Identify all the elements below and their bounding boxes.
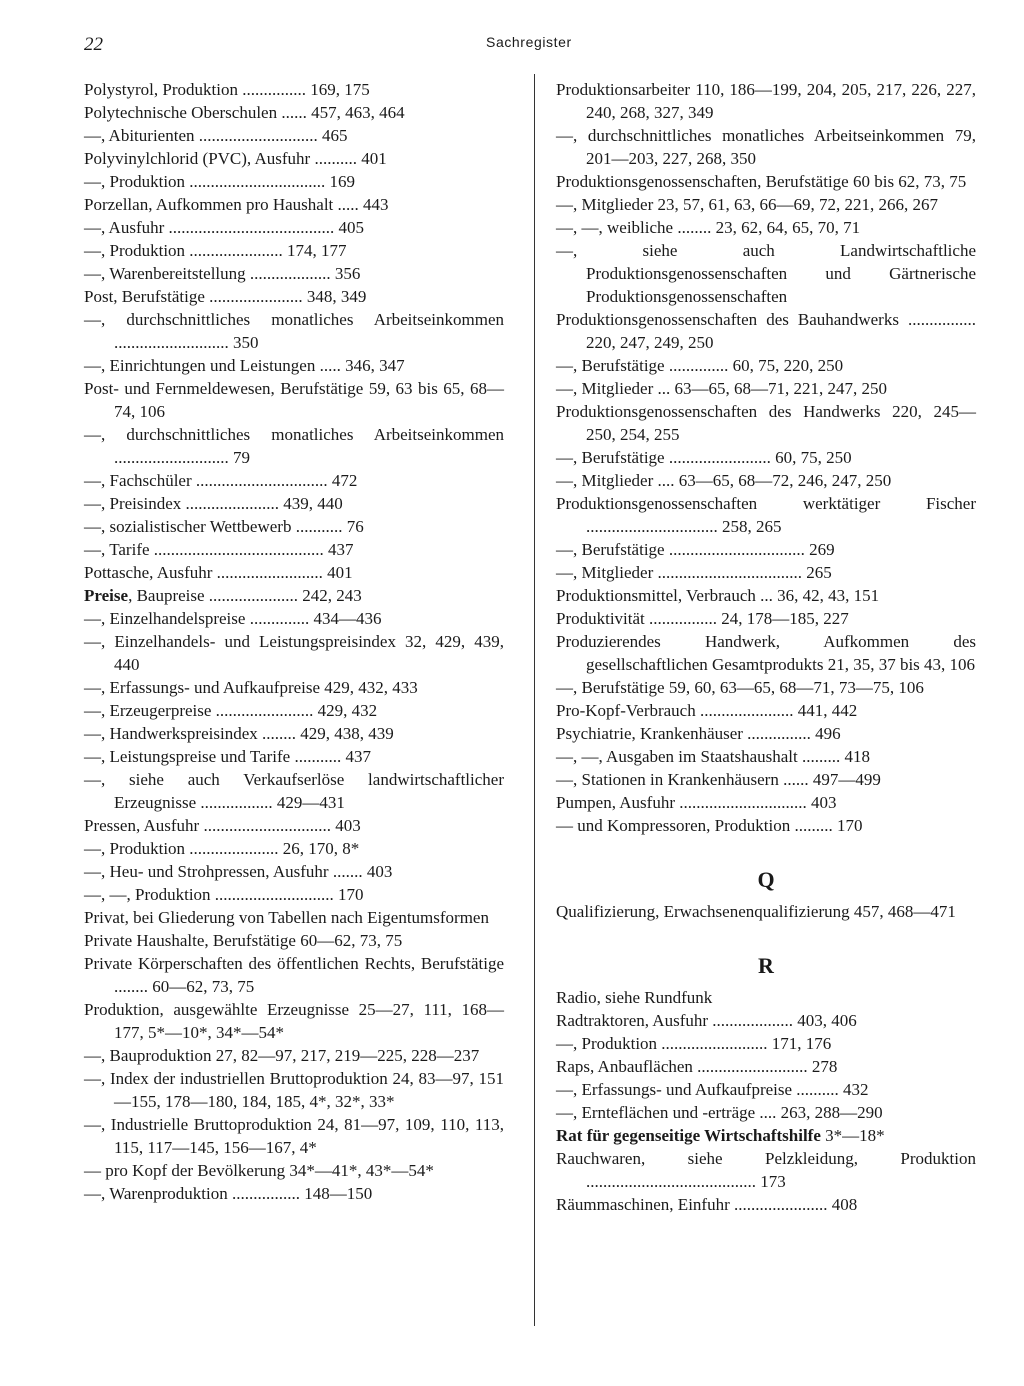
index-entry: — und Kompressoren, Produktion ......... 170 [556, 816, 863, 835]
section-q-entries [556, 900, 976, 923]
index-entry: Polyvinylchlorid (PVC), Ausfuhr .......... 401 [84, 149, 387, 168]
column-divider [534, 74, 535, 1326]
index-entry: —, Produktion ..................... 26, 170, 8* [84, 839, 360, 858]
index-entry: —, Produktion ......................... 171, 176 [556, 1034, 832, 1053]
index-entry: —, Produktion ................................ 169 [84, 172, 356, 191]
index-entry: —, —, weibliche ........ 23, 62, 64, 65, 70, 71 [556, 218, 861, 237]
index-entry: —, Berufstätige ................................ 269 [556, 540, 835, 559]
index-entry: Rauchwaren, siehe Pelzkleidung, Produktion ........................................ 173 [556, 1149, 976, 1191]
index-entry: —, Warenbereitstellung ................... 356 [84, 264, 361, 283]
index-entry: —, Tarife ........................................ 437 [84, 540, 354, 559]
index-entry: Produktionsgenossenschaften des Handwerks 220, 245—250, 254, 255 [556, 402, 976, 444]
index-entry: —, Erfassungs- und Aufkaufpreise 429, 432, 433 [84, 678, 418, 697]
index-entry: Räummaschinen, Einfuhr ...................... 408 [556, 1195, 858, 1214]
index-entry: Produktionsgenossenschaften des Bauhandwerks ................ 220, 247, 249, 250 [556, 310, 976, 352]
index-entry: —, Mitglieder .................................. 265 [556, 563, 832, 582]
index-entry: Produzierendes Handwerk, Aufkommen des gesellschaftlichen Gesamtprodukts 21, 35, 37 bis 43, 106 [556, 632, 976, 674]
index-entry: Produktivität ................ 24, 178—185, 227 [556, 609, 849, 628]
index-entry: —, siehe auch Verkaufserlöse landwirtschaftlicher Erzeugnisse ................. 429—431 [84, 770, 504, 812]
index-entry: —, Abiturienten ............................ 465 [84, 126, 348, 145]
index-entry: —, —, Produktion ............................ 170 [84, 885, 364, 904]
index-entry: —, Warenproduktion ................ 148—150 [84, 1184, 373, 1203]
index-entry: —, Berufstätige 59, 60, 63—65, 68—71, 73—75, 106 [556, 678, 924, 697]
index-entry: Produktionsmittel, Verbrauch ... 36, 42, 43, 151 [556, 586, 880, 605]
index-entry: —, Einrichtungen und Leistungen ..... 346, 347 [84, 356, 405, 375]
index-entry: Polytechnische Oberschulen ...... 457, 463, 464 [84, 103, 405, 122]
left-column [84, 78, 504, 1205]
page-number: 22 [84, 34, 103, 55]
index-entry: —, —, Ausgaben im Staatshaushalt ......... 418 [556, 747, 871, 766]
index-entry: Pressen, Ausfuhr .............................. 403 [84, 816, 361, 835]
index-entry: Private Körperschaften des öffentlichen Rechts, Berufstätige ........ 60—62, 73, 75 [84, 954, 504, 996]
index-entry: Produktionsgenossenschaften, Berufstätige 60 bis 62, 73, 75 [556, 172, 967, 191]
index-entry: Private Haushalte, Berufstätige 60—62, 73, 75 [84, 931, 403, 950]
section-spacer [556, 923, 976, 946]
index-entry: Radtraktoren, Ausfuhr ................... 403, 406 [556, 1011, 857, 1030]
index-entry: Psychiatrie, Krankenhäuser ............... 496 [556, 724, 841, 743]
index-entry: —, Preisindex ...................... 439, 440 [84, 494, 343, 513]
index-entry: —, Mitglieder 23, 57, 61, 63, 66—69, 72, 221, 266, 267 [556, 195, 939, 214]
index-entry: —, Erfassungs- und Aufkaufpreise .......... 432 [556, 1080, 869, 1099]
index-entry: Qualifizierung, Erwachsenenqualifizierung 457, 468—471 [556, 902, 956, 921]
index-entry: —, Einzelhandels- und Leistungspreisindex 32, 429, 439, 440 [84, 632, 504, 674]
index-entry: Produktion, ausgewählte Erzeugnisse 25—27, 111, 168—177, 5*—10*, 34*—54* [84, 1000, 504, 1042]
index-entry: —, Erzeugerpreise ....................... 429, 432 [84, 701, 378, 720]
index-entry: —, Index der industriellen Bruttoproduktion 24, 83—97, 151—155, 178—180, 184, 185, 4*, 32*, 33* [84, 1069, 504, 1111]
section-letter-q: Q [757, 867, 775, 892]
index-entry: Post, Berufstätige ...................... 348, 349 [84, 287, 367, 306]
index-entry: —, Ernteflächen und -erträge .... 263, 288—290 [556, 1103, 883, 1122]
index-entry: —, Berufstätige .............. 60, 75, 220, 250 [556, 356, 844, 375]
section-letter-r: R [758, 953, 774, 978]
right-column-entries [556, 78, 976, 837]
index-entry: —, durchschnittliches monatliches Arbeitseinkommen ........................... 79 [84, 425, 504, 467]
index-entry: Raps, Anbauflächen .......................... 278 [556, 1057, 838, 1076]
section-r-entries [556, 986, 976, 1216]
index-entry: —, Ausfuhr ....................................... 405 [84, 218, 365, 237]
index-entry: Rat für gegenseitige Wirtschaftshilfe 3*—18* [556, 1126, 885, 1145]
index-entry: Radio, siehe Rundfunk [556, 988, 713, 1007]
index-entry: Porzellan, Aufkommen pro Haushalt ..... 443 [84, 195, 389, 214]
index-entry: Pottasche, Ausfuhr ......................... 401 [84, 563, 353, 582]
index-entry: —, durchschnittliches monatliches Arbeitseinkommen ........................... 350 [84, 310, 504, 352]
index-entry: Privat, bei Gliederung von Tabellen nach Eigentumsformen [84, 908, 489, 927]
index-entry: —, Stationen in Krankenhäusern ...... 497—499 [556, 770, 881, 789]
running-title: Sachregister [486, 34, 572, 50]
index-entry: Polystyrol, Produktion ............... 169, 175 [84, 80, 370, 99]
index-entry: —, Handwerkspreisindex ........ 429, 438, 439 [84, 724, 394, 743]
right-column [556, 78, 976, 1216]
index-entry: —, Produktion ...................... 174, 177 [84, 241, 347, 260]
index-entry: —, Mitglieder ... 63—65, 68—71, 221, 247, 250 [556, 379, 888, 398]
index-entry: —, Industrielle Bruttoproduktion 24, 81—97, 109, 110, 113, 115, 117—145, 156—167, 4* [84, 1115, 504, 1157]
index-entry: —, durchschnittliches monatliches Arbeitseinkommen 79, 201—203, 227, 268, 350 [556, 126, 976, 168]
index-entry: — pro Kopf der Bevölkerung 34*—41*, 43*—54* [84, 1161, 434, 1180]
index-entry: —, Berufstätige ........................ 60, 75, 250 [556, 448, 852, 467]
index-entry: —, siehe auch Landwirtschaftliche Produktionsgenossenschaften und Gärtnerische Produktionsgenossenschaften [556, 241, 976, 306]
index-entry: Pro-Kopf-Verbrauch ...................... 441, 442 [556, 701, 858, 720]
index-entry: Post- und Fernmeldewesen, Berufstätige 59, 63 bis 65, 68—74, 106 [84, 379, 504, 421]
index-entry: —, Fachschüler ............................... 472 [84, 471, 358, 490]
index-entry: Produktionsarbeiter 110, 186—199, 204, 205, 217, 226, 227, 240, 268, 327, 349 [556, 80, 976, 122]
index-entry: —, Heu- und Strohpressen, Ausfuhr ....... 403 [84, 862, 393, 881]
section-spacer [556, 837, 976, 860]
index-entry: —, Bauproduktion 27, 82—97, 217, 219—225, 228—237 [84, 1046, 480, 1065]
index-entry: —, Mitglieder .... 63—65, 68—72, 246, 247, 250 [556, 471, 892, 490]
index-entry: Preise, Baupreise ..................... 242, 243 [84, 586, 362, 605]
index-entry: —, sozialistischer Wettbewerb ........... 76 [84, 517, 364, 536]
index-entry: Produktionsgenossenschaften werktätiger Fischer ............................... 258, 265 [556, 494, 976, 536]
index-entry: —, Leistungspreise und Tarife ........... 437 [84, 747, 371, 766]
index-entry: Pumpen, Ausfuhr .............................. 403 [556, 793, 837, 812]
index-entry: —, Einzelhandelspreise .............. 434—436 [84, 609, 382, 628]
